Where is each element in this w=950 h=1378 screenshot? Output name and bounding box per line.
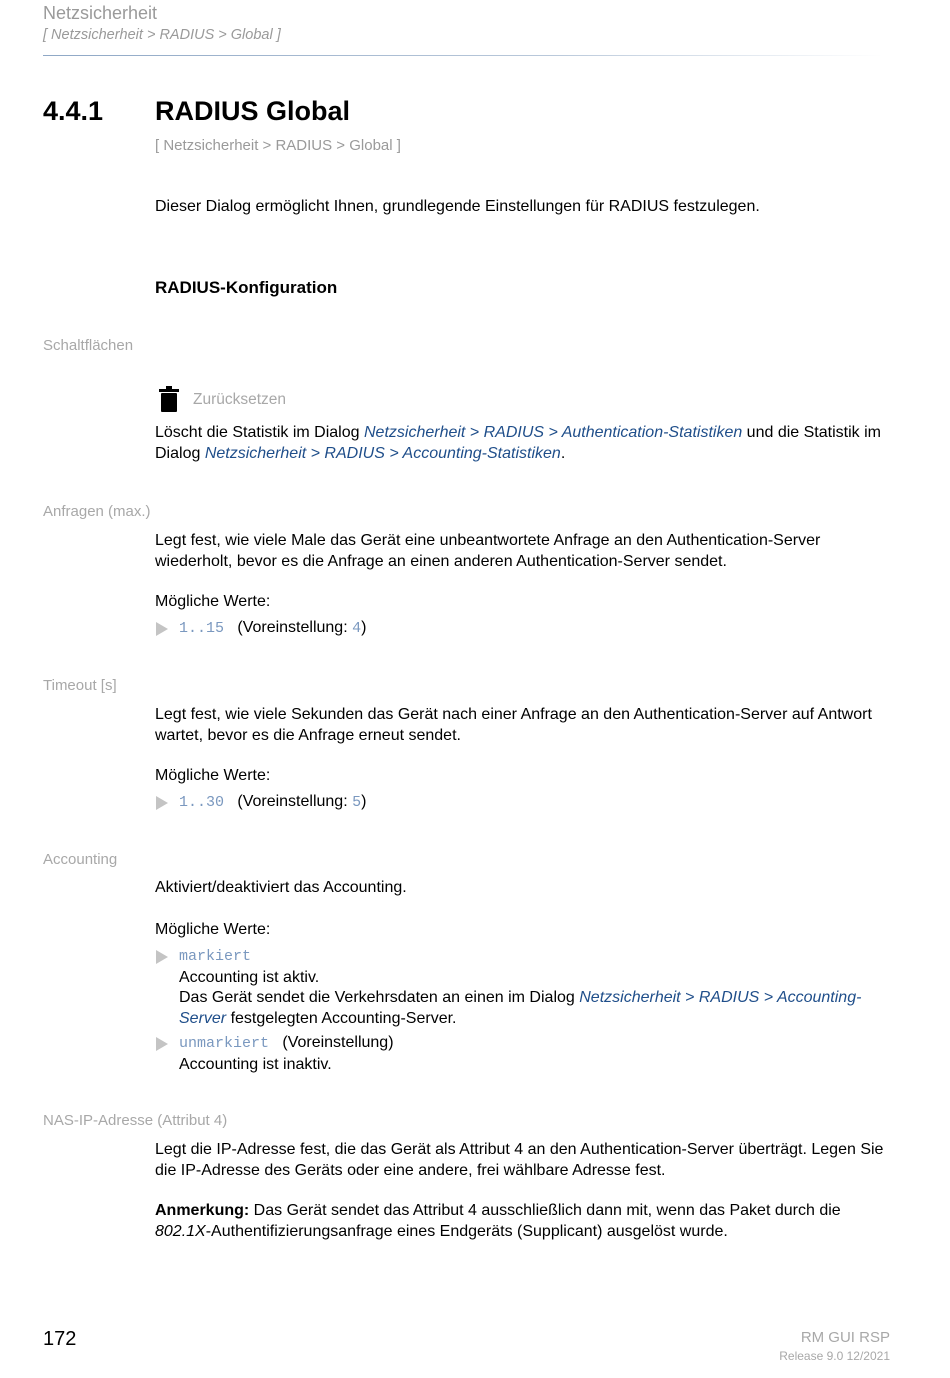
param-label-timeout: Timeout [s] — [43, 677, 117, 694]
bullet-icon — [156, 794, 168, 812]
reset-button-label[interactable]: Zurücksetzen — [193, 391, 287, 408]
section-title: RADIUS Global — [155, 96, 351, 126]
param-label-buttons: Schaltflächen — [43, 337, 134, 354]
header-path: [ Netzsicherheit > RADIUS > Global ] — [43, 27, 281, 43]
param-label-nas-ip: NAS-IP-Adresse (Attribut 4) — [43, 1112, 228, 1129]
bullet-icon — [156, 1035, 168, 1053]
accounting-option-checked: markiert Accounting ist aktiv. Das Gerät sendet die Verkehrsdaten an einen im Dialog Netzsicherheit > RADIUS > Accounting-Server festgelegten Accounting-Server. — [179, 948, 862, 1027]
accounting-option-unchecked: unmarkiert (Voreinstellung) Accounting ist inaktiv. — [179, 1034, 394, 1073]
footer-document-name: RM GUI RSP — [800, 1329, 890, 1346]
requests-values-label: Mögliche Werte: — [155, 593, 271, 610]
reset-description: Löscht die Statistik im Dialog Netzsicherheit > RADIUS > Authentication-Statistiken und die Statistik im Dialog Netzsicherheit > RADIUS > Accounting-Statistiken. — [155, 424, 881, 462]
link-accounting-statistics[interactable]: Netzsicherheit > RADIUS > Accounting-Statistiken — [204, 444, 561, 462]
accounting-description: Aktiviert/deaktiviert das Accounting. — [155, 879, 407, 896]
page-number: 172 — [43, 1328, 77, 1350]
timeout-values-label: Mögliche Werte: — [155, 767, 271, 784]
nas-ip-description: Legt die IP-Adresse fest, die das Gerät als Attribut 4 an den Authentication-Server überträgt. Legen Sie die IP-Adresse des Geräts oder eine andere, frei wählbare Adresse fest. — [155, 1141, 884, 1179]
param-label-requests: Anfragen (max.) — [43, 503, 151, 520]
breadcrumb: [ Netzsicherheit > RADIUS > Global ] — [155, 137, 401, 154]
requests-description: Legt fest, wie viele Male das Gerät eine unbeantwortete Anfrage an den Authentication-Server wiederholt, bevor es die Anfrage an einen anderen Authentication-Server sendet. — [155, 532, 821, 570]
timeout-description: Legt fest, wie viele Sekunden das Gerät nach einer Anfrage an den Authentication-Server auf Antwort wartet, bevor es die Anfrage erneut sendet. — [155, 706, 872, 744]
footer-release: Release 9.0 12/2021 — [779, 1349, 890, 1363]
trash-icon[interactable] — [159, 386, 179, 412]
bullet-icon — [156, 948, 168, 966]
timeout-value-range: 1..30 (Voreinstellung: 5) — [179, 793, 367, 811]
subsection-title: RADIUS-Konfiguration — [155, 278, 338, 297]
header-title: Netzsicherheit — [43, 3, 158, 23]
link-authentication-statistics[interactable]: Netzsicherheit > RADIUS > Authentication-Statistiken — [363, 424, 743, 441]
nas-ip-note: Anmerkung: Das Gerät sendet das Attribut 4 ausschließlich dann mit, wenn das Paket durch die 802.1X-Authentifizierungsanfrage eines Endgeräts (Supplicant) ausgelöst wurde. — [155, 1202, 841, 1240]
param-label-accounting: Accounting — [43, 851, 118, 868]
bullet-icon — [156, 620, 168, 638]
section-intro: Dieser Dialog ermöglicht Ihnen, grundlegende Einstellungen für RADIUS festzulegen. — [155, 198, 760, 215]
link-accounting-server[interactable]: Netzsicherheit > RADIUS > Accounting-Server — [179, 989, 862, 1027]
section-number: 4.4.1 — [43, 96, 104, 126]
header-divider — [43, 55, 883, 56]
requests-value-range: 1..15 (Voreinstellung: 4) — [179, 619, 367, 637]
accounting-values-label: Mögliche Werte: — [155, 921, 271, 938]
